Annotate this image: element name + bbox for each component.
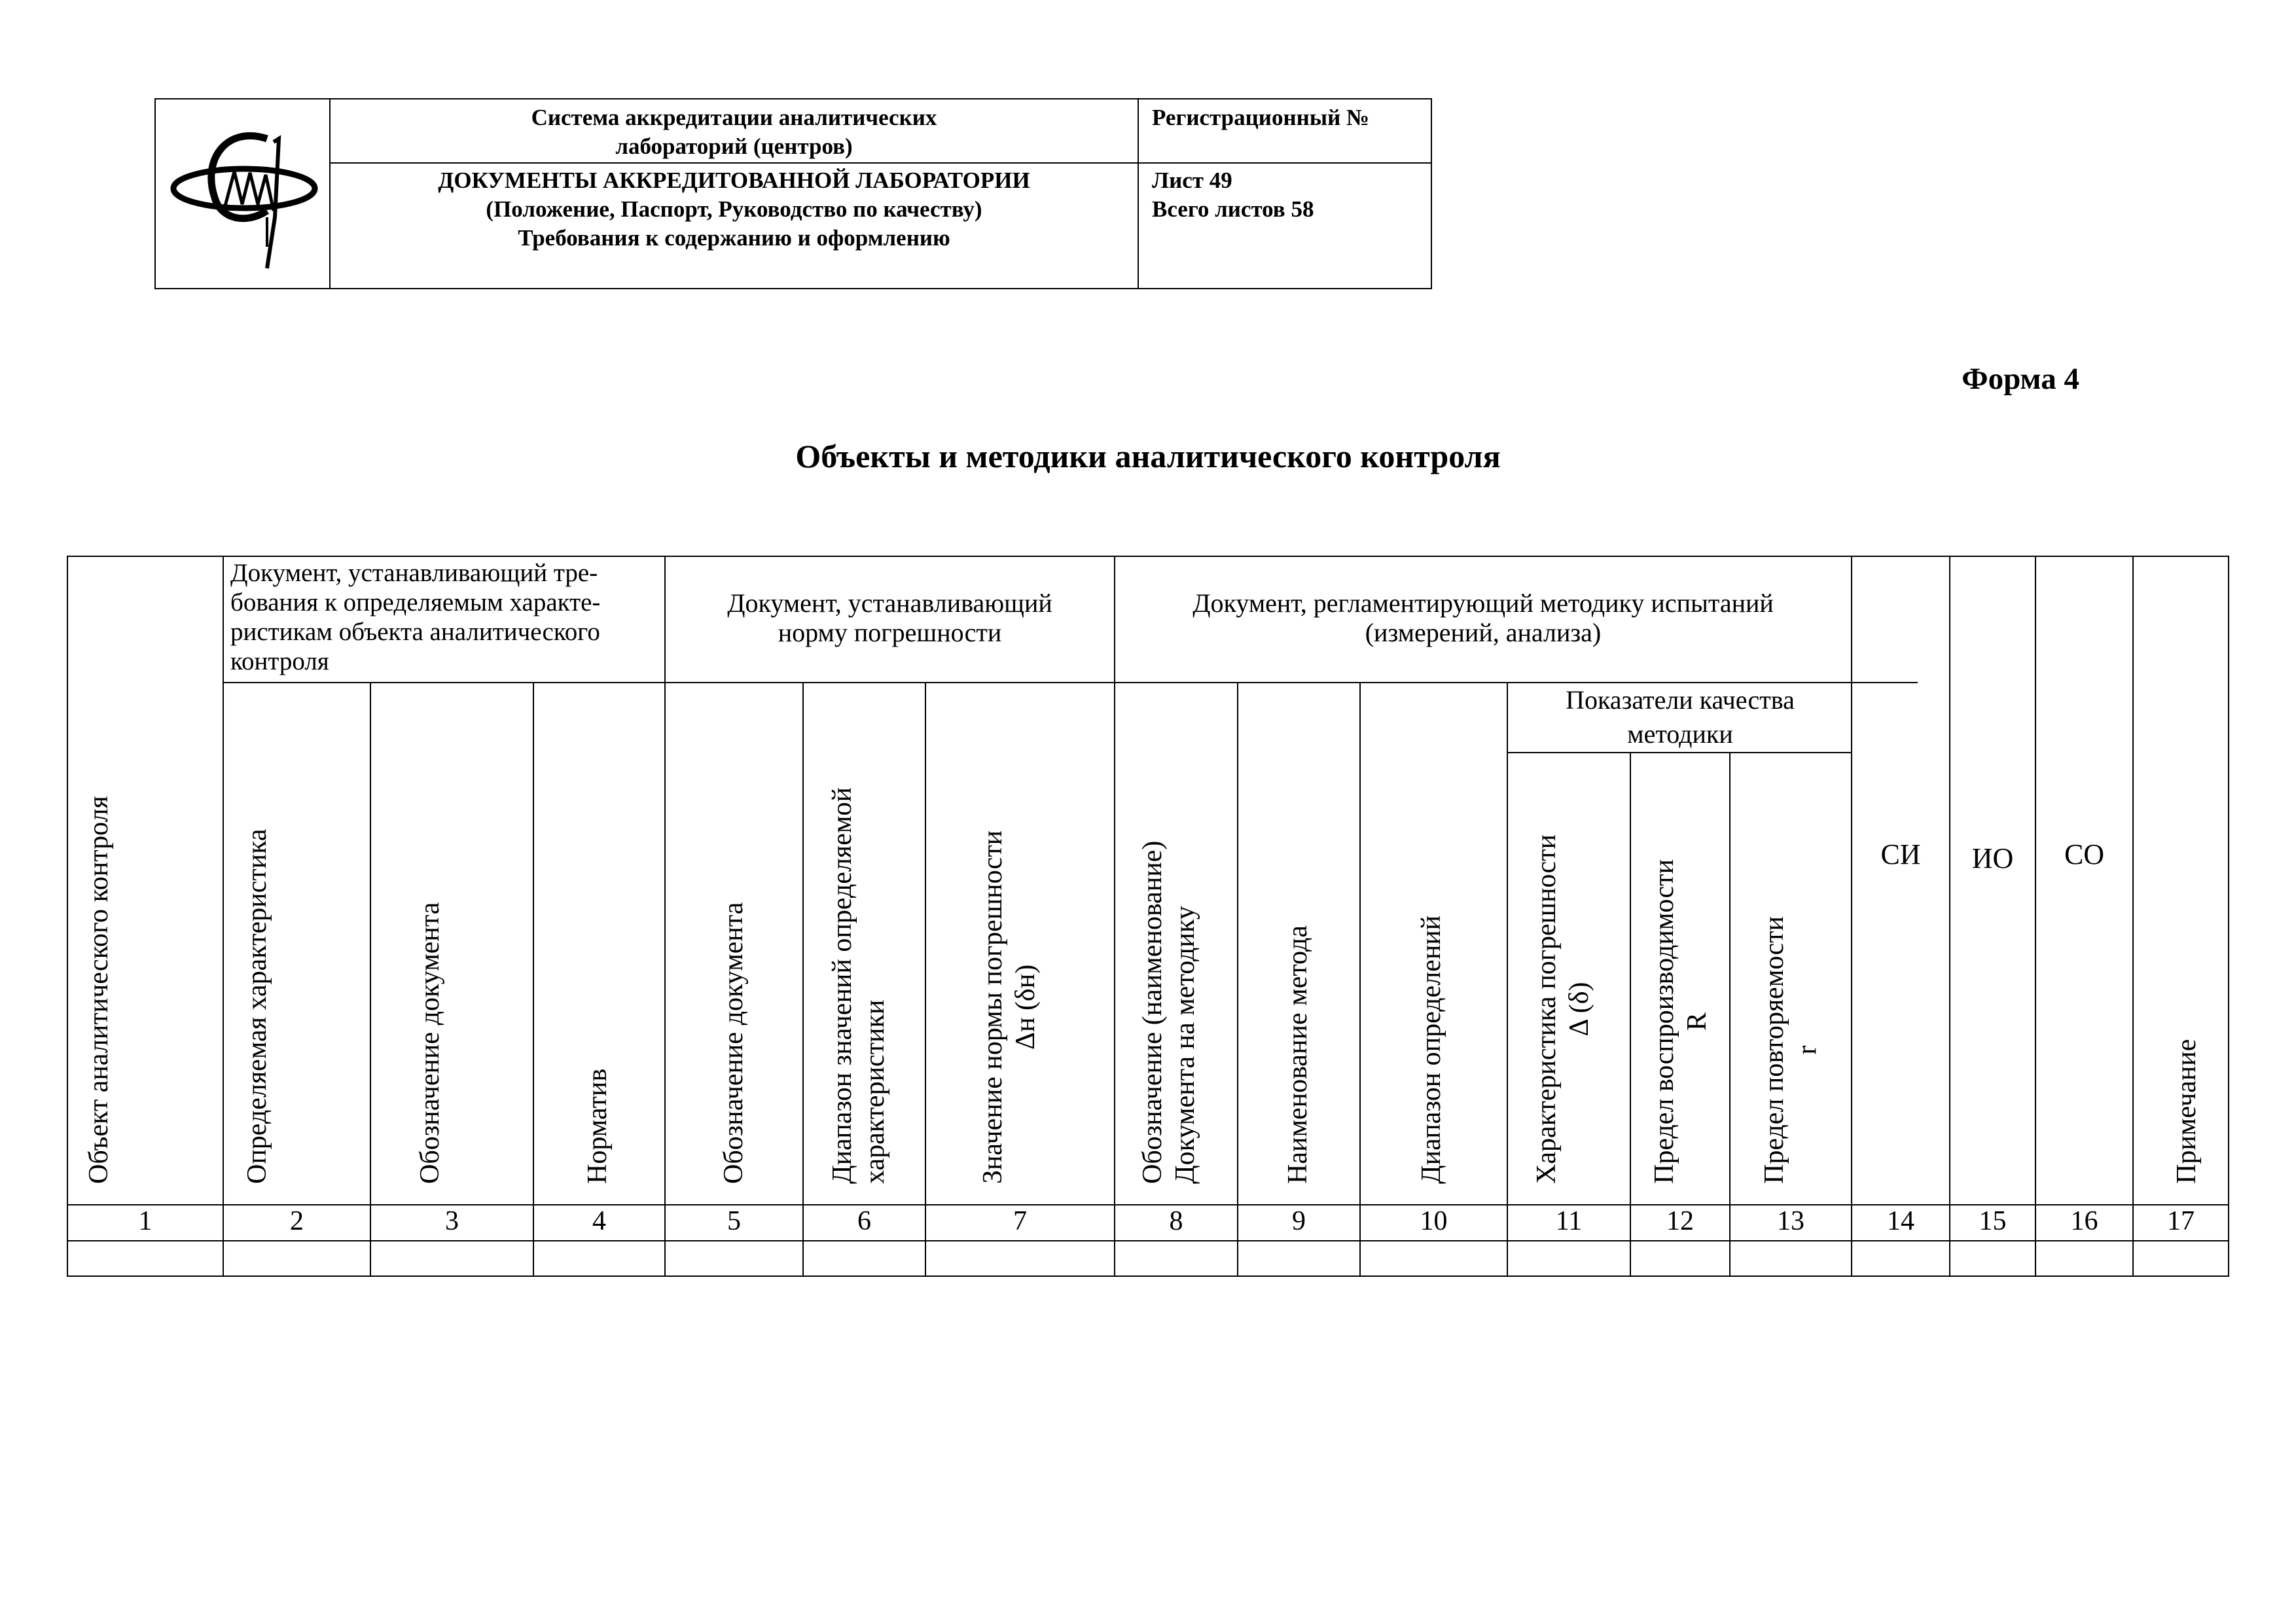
group-method-doc: Документ, регламентирующий методику испытаний (измерений, анализа) xyxy=(1193,588,1774,647)
col-number: 15 xyxy=(1979,1206,2007,1236)
col-header-so: СО xyxy=(2064,838,2105,870)
col-header-object: Объект аналитического контроля xyxy=(84,796,114,1184)
col-number: 12 xyxy=(1666,1206,1694,1236)
col-header-determination-range: Диапазон определений xyxy=(1416,915,1446,1184)
col-header-error-norm-value: Значение нормы погрешности Δн (δн) xyxy=(978,830,1041,1184)
doc-subtitle: (Положение, Паспорт, Руководство по качеству) xyxy=(486,196,982,222)
col-header-note: Примечание xyxy=(2172,1039,2202,1184)
col-number: 5 xyxy=(727,1206,741,1236)
col-header-characteristic: Определяемая характеристика xyxy=(242,829,272,1184)
doc-requirements: Требования к содержанию и оформлению xyxy=(518,225,950,251)
table-row-empty xyxy=(68,1241,2228,1275)
document-header xyxy=(154,98,1432,289)
col-header-norm-doc-designation: Обозначение документа xyxy=(719,902,749,1184)
col-number: 4 xyxy=(592,1206,606,1236)
analytical-control-table xyxy=(67,556,2229,1277)
group-error-norm-doc: Документ, устанавливающий норму погрешности xyxy=(727,588,1052,647)
col-number: 14 xyxy=(1887,1206,1914,1236)
sheet-number: Лист 49 xyxy=(1152,168,1232,193)
organization-logo xyxy=(169,113,319,276)
group-requirements-doc: Документ, устанавливающий тре- бования к определяемым характе- ристикам объекта аналитического контроля xyxy=(230,559,601,675)
col-number: 16 xyxy=(2070,1206,2098,1236)
col-number: 13 xyxy=(1777,1206,1804,1236)
col-header-method-doc: Обозначение (наименование) Документа на методику xyxy=(1138,840,1200,1184)
registration-number-label: Регистрационный № xyxy=(1152,105,1370,130)
col-header-reproducibility-limit: Предел воспроизводимости R xyxy=(1649,859,1712,1184)
col-header-repeatability-limit: Предел повторяемости r xyxy=(1759,916,1822,1184)
col-number: 9 xyxy=(1292,1206,1306,1236)
doc-title: ДОКУМЕНТЫ АККРЕДИТОВАННОЙ ЛАБОРАТОРИИ xyxy=(438,168,1030,193)
col-number: 1 xyxy=(138,1206,152,1236)
col-header-req-doc-designation: Обозначение документа xyxy=(415,902,445,1184)
org-name-line2: лабораторий (центров) xyxy=(615,134,853,159)
col-header-io: ИО xyxy=(1971,842,2014,874)
col-number: 17 xyxy=(2167,1206,2195,1236)
col-number: 2 xyxy=(290,1206,304,1236)
col-header-value-range: Диапазон значений определяемой характеристики xyxy=(827,787,890,1184)
total-sheets: Всего листов 58 xyxy=(1152,196,1314,222)
col-header-normative: Норматив xyxy=(583,1068,613,1184)
col-number: 11 xyxy=(1555,1206,1583,1236)
org-name-line1: Система аккредитации аналитических xyxy=(531,105,937,130)
col-number: 7 xyxy=(1013,1206,1027,1236)
col-number: 8 xyxy=(1169,1206,1183,1236)
col-number: 6 xyxy=(857,1206,871,1236)
col-header-method-name: Наименование метода xyxy=(1283,925,1313,1184)
col-header-error-characteristic: Характеристика погрешности Δ (δ) xyxy=(1532,834,1594,1184)
group-method-quality: Показатели качества методики xyxy=(1566,685,1795,749)
col-number: 10 xyxy=(1420,1206,1448,1236)
page-title: Объекты и методики аналитического контроля xyxy=(795,438,1501,474)
col-header-si: СИ xyxy=(1880,838,1921,870)
form-label: Форма 4 xyxy=(1962,362,2079,396)
col-number: 3 xyxy=(445,1206,459,1236)
